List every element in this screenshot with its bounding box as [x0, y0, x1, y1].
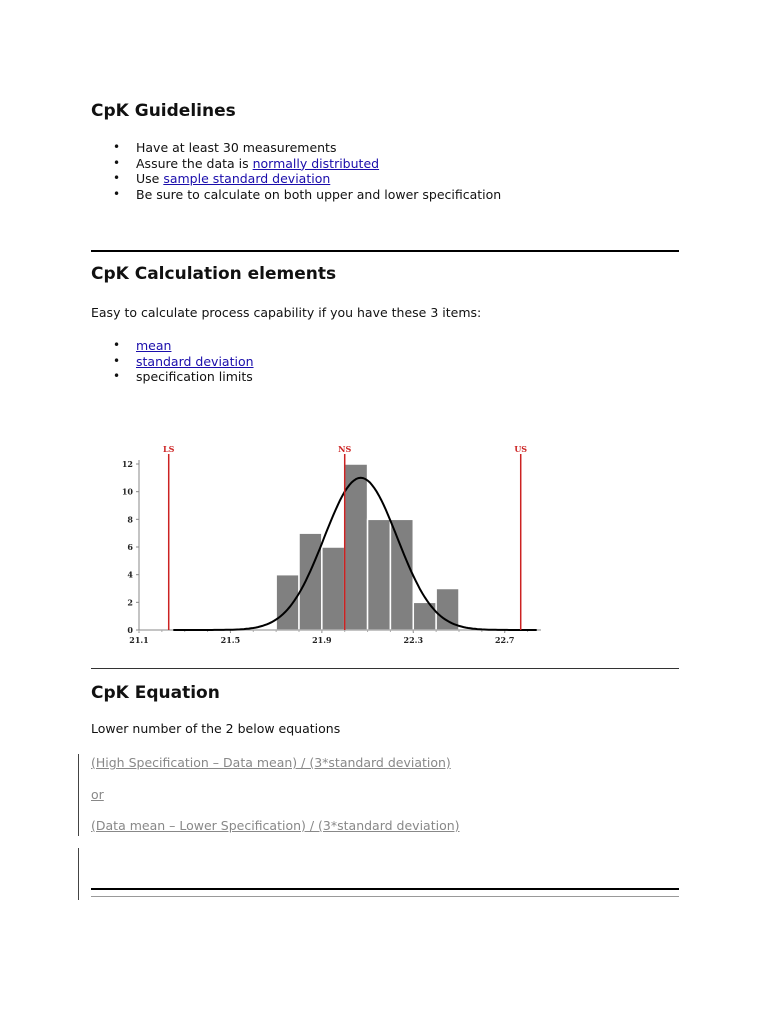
spec-limit-label: LS	[163, 444, 175, 454]
calculation-intro: Easy to calculate process capability if you have these 3 items:	[91, 305, 482, 320]
histogram-bar	[299, 533, 322, 630]
y-tick-label: 4	[127, 569, 133, 580]
spec-limit-label: US	[514, 444, 528, 454]
list-item: • Assure the data is normally distributed	[113, 156, 501, 172]
section-divider	[91, 896, 679, 897]
list-item: • Have at least 30 measurements	[113, 140, 501, 156]
y-tick-label: 12	[121, 459, 133, 469]
histogram-bar	[322, 547, 345, 630]
y-tick-label: 2	[127, 597, 133, 608]
list-item: • specification limits	[113, 369, 254, 385]
histogram-bar	[345, 464, 368, 630]
elements-list	[113, 338, 254, 385]
equation-high: (High Specification – Data mean) / (3*standard deviation)	[91, 755, 451, 770]
quote-bar	[78, 848, 79, 900]
histogram-chart	[105, 440, 545, 650]
y-tick-label: 6	[127, 542, 133, 552]
histogram-bar	[368, 519, 391, 630]
equation-low: (Data mean – Lower Specification) / (3*standard deviation)	[91, 818, 460, 833]
normally-distributed-link[interactable]: normally distributed	[252, 155, 380, 171]
sample-standard-deviation-link[interactable]: sample standard deviation	[163, 171, 331, 187]
list-item: • Be sure to calculate on both upper and lower specification	[113, 187, 501, 203]
section-divider	[91, 250, 679, 252]
equation-or: or	[91, 787, 104, 802]
histogram-bar	[276, 575, 299, 630]
standard-deviation-link[interactable]: standard deviation	[136, 353, 254, 369]
section-divider	[91, 888, 679, 890]
x-tick-label: 21.1	[129, 635, 149, 645]
list-item: • Use sample standard deviation	[113, 171, 501, 187]
mean-link[interactable]: mean	[136, 338, 172, 353]
histogram-bar	[390, 519, 413, 630]
y-tick-label: 0	[127, 625, 133, 635]
x-tick-label: 22.3	[403, 635, 424, 645]
guidelines-heading: CpK Guidelines	[91, 101, 236, 121]
x-tick-label: 21.5	[220, 635, 241, 645]
equation-heading: CpK Equation	[91, 683, 220, 703]
y-tick-label: 10	[121, 486, 133, 497]
quote-bar	[78, 754, 79, 836]
list-item	[113, 354, 254, 370]
calculation-elements-heading: CpK Calculation elements	[91, 264, 337, 284]
equation-intro: Lower number of the 2 below equations	[91, 721, 341, 736]
x-tick-label: 22.7	[494, 635, 515, 645]
x-tick-label: 21.9	[312, 635, 332, 645]
section-divider	[91, 668, 679, 669]
guidelines-list	[113, 140, 501, 202]
spec-limit-label: NS	[338, 444, 352, 454]
y-tick-label: 8	[127, 514, 133, 525]
list-item	[113, 338, 254, 354]
